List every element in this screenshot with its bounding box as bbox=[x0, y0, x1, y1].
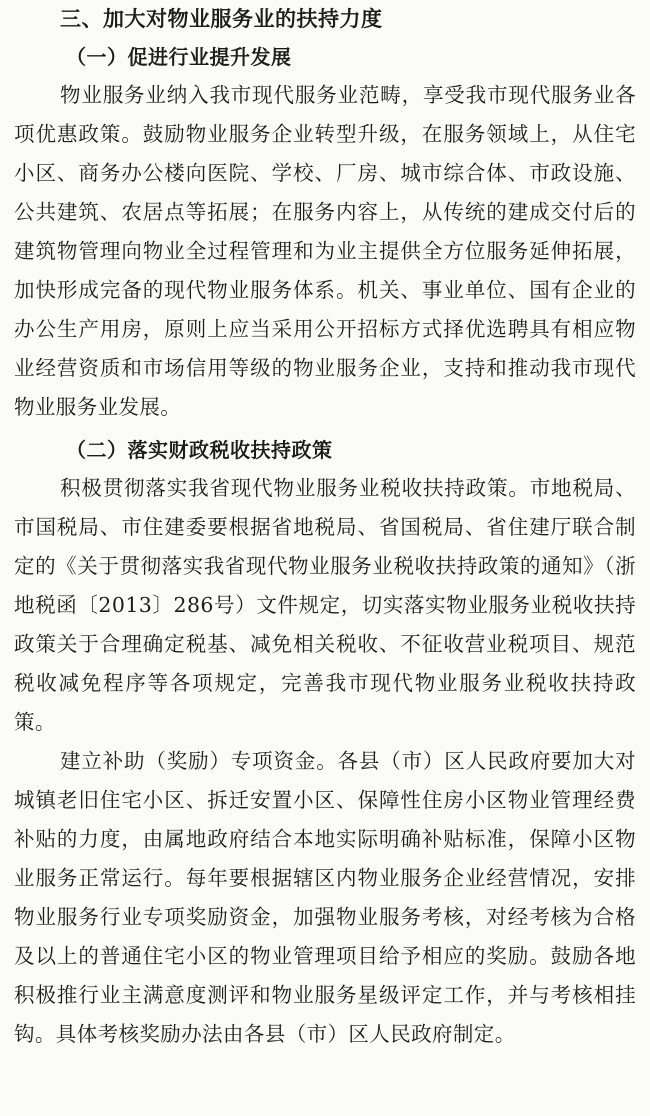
subsection-heading-2: （二）落实财政税收扶持政策 bbox=[66, 438, 333, 462]
subsection-heading-1: （一）促进行业提升发展 bbox=[66, 45, 292, 69]
paragraph-industry-development: 物业服务业纳入我市现代服务业范畴，享受我市现代服务业各项优惠政策。鼓励物业服务企业转型升级，在服务领域上，从住宅小区、商务办公楼向医院、学校、厂房、城市综合体、市政设施、公共建筑、农居点等拓展；在服务内容上，从传统的建成交付后的建筑物管理向物业全过程管理和为业主提供全方位服务延伸拓展，加快形成完备的现代物业服务体系。机关、事业单位、国有企业的办公生产用房，原则上应当采用公开招标方式择优选聘具有相应物业经营资质和市场信用等级的物业服务企业，支持和推动我市现代物业服务业发展。 bbox=[14, 83, 636, 419]
paragraph-tax-policy: 积极贯彻落实我省现代物业服务业税收扶持政策。市地税局、市国税局、市住建委要根据省地税局、省国税局、省住建厅联合制定的《关于贯彻落实我省现代物业服务业税收扶持政策的通知》（浙地税函〔2013〕286号）文件规定，切实落实物业服务业税收扶持政策关于合理确定税基、减免相关税收、不征收营业税项目、规范税收减免程序等各项规定，完善我市现代物业服务业税收扶持政策。 bbox=[14, 476, 636, 734]
paragraph-subsidy-fund: 建立补助（奖励）专项资金。各县（市）区人民政府要加大对城镇老旧住宅小区、拆迁安置小区、保障性住房小区物业管理经费补贴的力度，由属地政府结合本地实际明确补贴标准，保障小区物业服务正常运行。每年要根据辖区内物业服务企业经营情况，安排物业服务行业专项奖励资金，加强物业服务考核，对经考核为合格及以上的普通住宅小区的物业管理项目给予相应的奖励。鼓励各地积极推行业主满意度测评和物业服务星级评定工作，并与考核相挂钩。具体考核奖励办法由各县（市）区人民政府制定。 bbox=[14, 749, 636, 1046]
section-heading: 三、加大对物业服务业的扶持力度 bbox=[60, 6, 383, 31]
